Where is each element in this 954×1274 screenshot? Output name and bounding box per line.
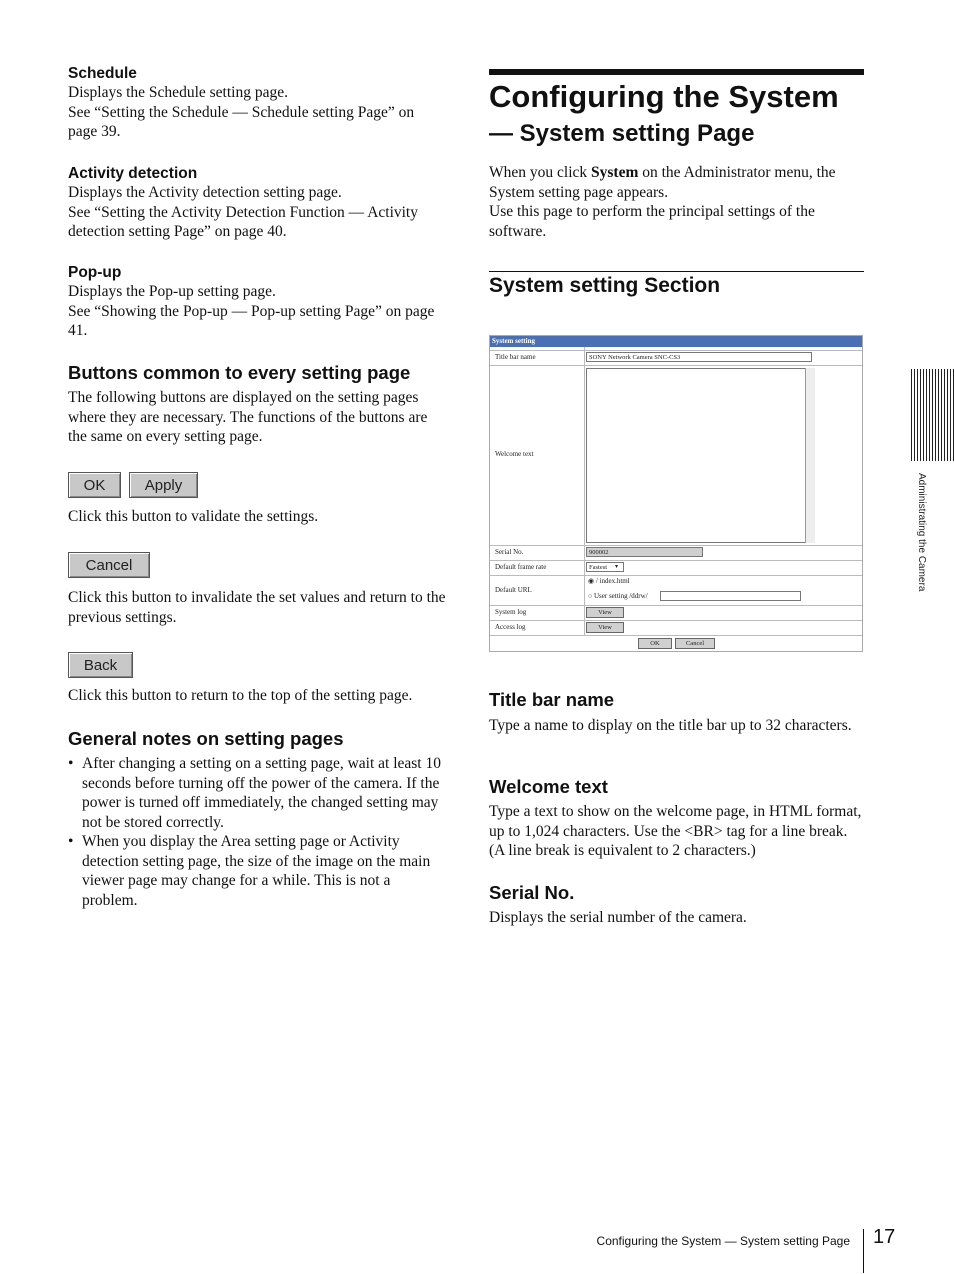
footer-running-title: Configuring the System — System setting Page	[596, 1234, 850, 1248]
schedule-heading: Schedule	[68, 65, 137, 82]
serial-text: Displays the serial number of the camera.	[489, 909, 747, 926]
title-bar-input[interactable]: SONY Network Camera SNC-CS3	[586, 352, 812, 362]
page-subtitle: — System setting Page	[489, 120, 755, 147]
screenshot-cancel-button[interactable]: Cancel	[675, 638, 715, 649]
buttons-common-text: The following buttons are displayed on the setting pages where they are necessary. The functions of the buttons are the same on every setting page.	[68, 389, 428, 445]
row-access-log	[490, 620, 862, 635]
general-notes-heading: General notes on setting pages	[68, 728, 344, 749]
footer-divider	[863, 1229, 864, 1273]
intro-paragraph-1	[489, 163, 864, 202]
welcome-textarea[interactable]	[586, 368, 815, 543]
url-option-1-text: / index.html	[595, 577, 630, 585]
activity-block	[68, 164, 446, 242]
intro-paragraph-2: Use this page to perform the principal settings of the software.	[489, 203, 815, 240]
page-number: 17	[873, 1226, 896, 1248]
ok-button[interactable]: OK	[68, 472, 121, 498]
ok-description: Click this button to validate the settings.	[68, 508, 319, 525]
thumb-index-stripes	[911, 369, 954, 461]
activity-text-2: See “Setting the Activity Detection Function — Activity detection setting Page” on page 40.	[68, 203, 418, 240]
row-frame-rate	[490, 560, 862, 575]
popup-text-1: Displays the Pop-up setting page.	[68, 283, 276, 300]
row-system-log	[490, 605, 862, 620]
serial-field: 900002	[586, 547, 703, 557]
popup-heading: Pop-up	[68, 264, 122, 281]
serial-heading: Serial No.	[489, 882, 575, 903]
intro-text: When you click	[489, 164, 592, 181]
row-default-url	[490, 575, 862, 605]
welcome-heading: Welcome text	[489, 776, 608, 797]
activity-heading: Activity detection	[68, 165, 198, 182]
screenshot-ok-button[interactable]: OK	[638, 638, 672, 649]
section-heading: System setting Section	[489, 274, 721, 297]
schedule-text-2: See “Setting the Schedule — Schedule setting Page” on page 39.	[68, 103, 415, 140]
title-rule	[489, 69, 864, 75]
cancel-button[interactable]: Cancel	[68, 552, 150, 578]
system-log-view-button[interactable]: View	[586, 607, 624, 618]
frame-rate-select[interactable]: Fastest	[586, 562, 624, 572]
welcome-text: Type a text to show on the welcome page, in HTML format, up to 1,024 characters. Use the <BR> tag for a line break. (A line break is equivalent to 2 characters.)	[489, 803, 862, 859]
system-log-label: System log	[495, 608, 527, 616]
screenshot-header: System setting	[490, 336, 862, 347]
left-column	[68, 64, 446, 142]
serial-label: Serial No.	[495, 548, 524, 556]
url-user-input[interactable]	[660, 591, 801, 601]
chevron-down-icon[interactable]: ▾	[615, 564, 619, 570]
system-setting-screenshot	[489, 335, 863, 652]
row-buttons	[490, 635, 862, 652]
back-button[interactable]: Back	[68, 652, 133, 678]
schedule-block	[68, 64, 446, 142]
popup-text-2: See “Showing the Pop-up — Pop-up setting Page” on page 41.	[68, 302, 435, 339]
welcome-scrollbar[interactable]	[805, 368, 815, 543]
back-description: Click this button to return to the top of the setting page.	[68, 687, 413, 704]
url-radio-1[interactable]: ◉ / index.html	[588, 577, 630, 585]
list-item: • When you display the Area setting page or Activity detection setting page, the size of the image on the main viewer page may change for a while. This is not a problem.	[68, 832, 446, 910]
general-notes-list	[68, 754, 446, 910]
list-item: • After changing a setting on a setting page, wait at least 10 seconds before turning off the power of the camera. If the power is turned off immediately, the changed setting may not be stored correctly.	[68, 754, 446, 832]
section-rule	[489, 271, 864, 272]
row-title-bar	[490, 350, 862, 365]
sidebar-chapter-label: Administrating the Camera	[916, 473, 927, 592]
access-log-view-button[interactable]: View	[586, 622, 624, 633]
apply-button[interactable]: Apply	[129, 472, 198, 498]
welcome-label: Welcome text	[495, 450, 534, 458]
activity-text-1: Displays the Activity detection setting page.	[68, 184, 342, 201]
intro-bold-system: System	[591, 164, 639, 181]
popup-block	[68, 263, 446, 341]
schedule-text-1: Displays the Schedule setting page.	[68, 84, 288, 101]
title-bar-heading: Title bar name	[489, 689, 615, 710]
page-title: Configuring the System	[489, 79, 839, 114]
cancel-description: Click this button to invalidate the set values and return to the previous settings.	[68, 589, 446, 626]
buttons-common-heading: Buttons common to every setting page	[68, 362, 411, 383]
row-welcome	[490, 365, 862, 545]
intro-text: on the Administrator menu, the System setting page appears.	[489, 164, 836, 201]
frame-rate-label: Default frame rate	[495, 563, 547, 571]
title-bar-label: Title bar name	[495, 353, 536, 361]
url-option-2-text: User setting /ddrw/	[593, 592, 648, 600]
access-log-label: Access log	[495, 623, 526, 631]
default-url-label: Default URL	[495, 586, 532, 594]
row-serial	[490, 545, 862, 560]
title-bar-text: Type a name to display on the title bar up to 32 characters.	[489, 717, 852, 734]
url-radio-2[interactable]: ○ User setting /ddrw/	[588, 592, 648, 600]
